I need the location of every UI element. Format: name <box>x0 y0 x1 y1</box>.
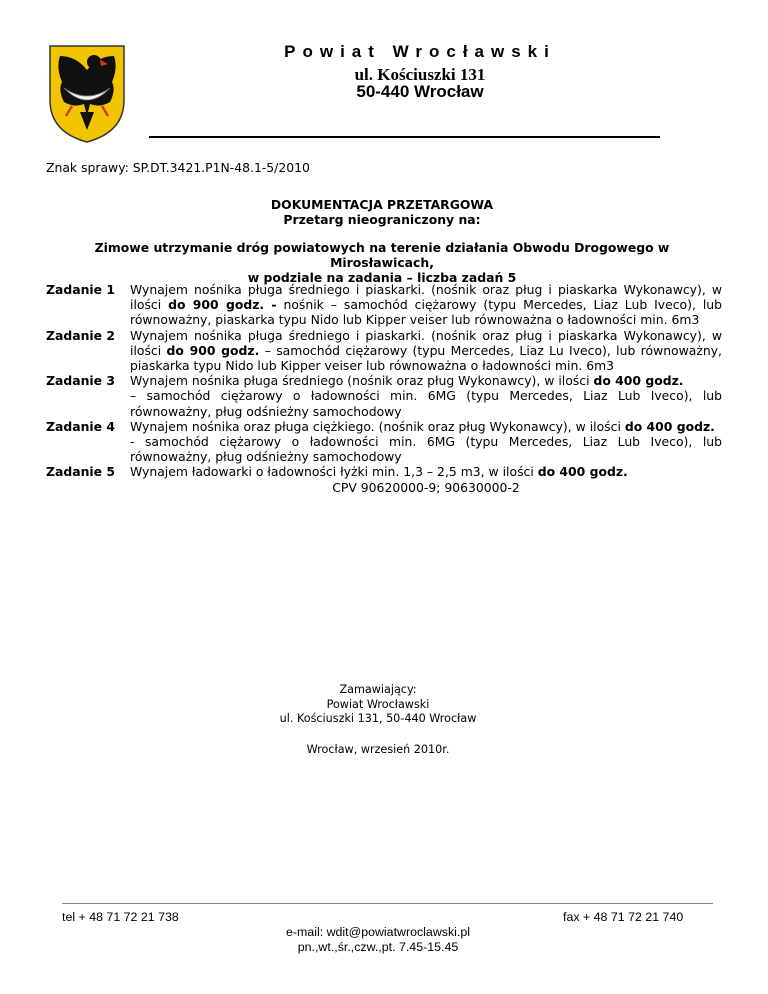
task-description <box>130 464 722 479</box>
contractor-label: Zamawiający: <box>339 683 417 696</box>
task-label: Zadanie 1 <box>46 282 115 297</box>
task-description <box>130 282 722 328</box>
task-text: – samochód ciężarowy (typu Mercedes, Liaz Lu Iveco), lub równoważny, piaskarka typu Nido lub Kipper veiser lub równoważna o ładowności min. 6m3 <box>130 342 722 374</box>
footer-email: e-mail: wdit@powiatwroclawski.pl <box>285 925 471 939</box>
place-date: Wrocław, wrzesień 2010r. <box>306 743 450 756</box>
case-number: SP.DT.3421.P1N-48.1-5/2010 <box>132 160 310 175</box>
org-street: ul. Kościuszki 131 <box>354 65 486 84</box>
footer-fax: fax + 48 71 72 21 740 <box>563 910 684 924</box>
header-divider <box>149 136 660 138</box>
subject-line: w podziale na zadania – liczba zadań 5 <box>247 270 517 285</box>
case-label: Znak sprawy: <box>46 160 129 175</box>
footer-divider <box>62 903 713 904</box>
contractor-address: ul. Kościuszki 131, 50-440 Wrocław <box>279 712 477 725</box>
footer-tel: tel + 48 71 72 21 738 <box>62 910 179 924</box>
task-text: nośnik – samochód ciężarowy (typu Mercedes, Liaz Lub Iveco), lub równoważny, piaskarka typu Nido lub Kipper veiser lub równoważna o ładowności min. 6m3 <box>130 297 722 328</box>
cpv-codes: CPV 90620000-9; 90630000-2 <box>332 479 520 495</box>
task-text: Wynajem nośnika pługa średniego i piaskarki. (nośnik oraz pług i piaskarka Wykonawcy), w ilości <box>130 282 722 313</box>
task-label: Zadanie 3 <box>46 373 115 389</box>
subject-line: Zimowe utrzymanie dróg powiatowych na terenie działania Obwodu Drogowego w Mirosławicach, <box>94 240 670 270</box>
task-description <box>130 419 722 465</box>
footer-hours: pn.,wt.,śr.,czw.,pt. 7.45-15.45 <box>297 940 459 954</box>
task-text: – samochód ciężarowy o ładowności min. 6MG (typu Mercedes, Liaz Lub Iveco), lub równoważny, pług odśnieżny samochodowy <box>130 388 722 419</box>
task-hours: do 400 godz. <box>593 373 684 389</box>
task-hours: do 900 godz. <box>166 342 260 358</box>
task-text: - samochód ciężarowy o ładowności min. 6MG (typu Mercedes, Liaz Lub Iveco), lub równoważny, pług odśnieżny samochodowy <box>130 434 722 465</box>
task-label: Zadanie 2 <box>46 327 115 343</box>
task-label: Zadanie 5 <box>46 464 115 480</box>
tender-subject <box>46 240 718 285</box>
document-title: DOKUMENTACJA PRZETARGOWA <box>270 197 494 212</box>
task-hours: do 400 godz. <box>537 464 628 480</box>
task-description <box>130 373 722 419</box>
task-hours: do 900 godz. - <box>168 297 277 313</box>
task-text: Wynajem nośnika pługa średniego (nośnik oraz pług Wykonawcy), w ilości <box>130 373 594 389</box>
case-reference <box>46 160 310 175</box>
task-hours: do 400 godz. <box>624 418 715 434</box>
org-city: 50-440 Wrocław <box>356 82 484 101</box>
task-item <box>46 282 722 328</box>
task-text: Wynajem ładowarki o ładowności łyżki min. 1,3 – 2,5 m3, w ilości <box>130 464 538 480</box>
task-item <box>46 464 722 479</box>
task-item <box>46 328 722 374</box>
org-name: Powiat Wrocławski <box>284 42 556 61</box>
task-label: Zadanie 4 <box>46 418 115 434</box>
task-list <box>46 282 722 495</box>
task-item <box>46 419 722 465</box>
task-description <box>130 328 722 374</box>
task-text: Wynajem nośnika oraz pługa ciężkiego. (nośnik oraz pług Wykonawcy), w ilości <box>130 418 625 434</box>
task-item <box>46 373 722 419</box>
contracting-authority <box>200 683 556 727</box>
task-text: Wynajem nośnika pługa średniego i piaskarki. (nośnik oraz pług i piaskarka Wykonawcy), w ilości <box>130 327 722 358</box>
contractor-name: Powiat Wrocławski <box>326 697 430 711</box>
document-subtitle: Przetarg nieograniczony na: <box>283 212 481 227</box>
